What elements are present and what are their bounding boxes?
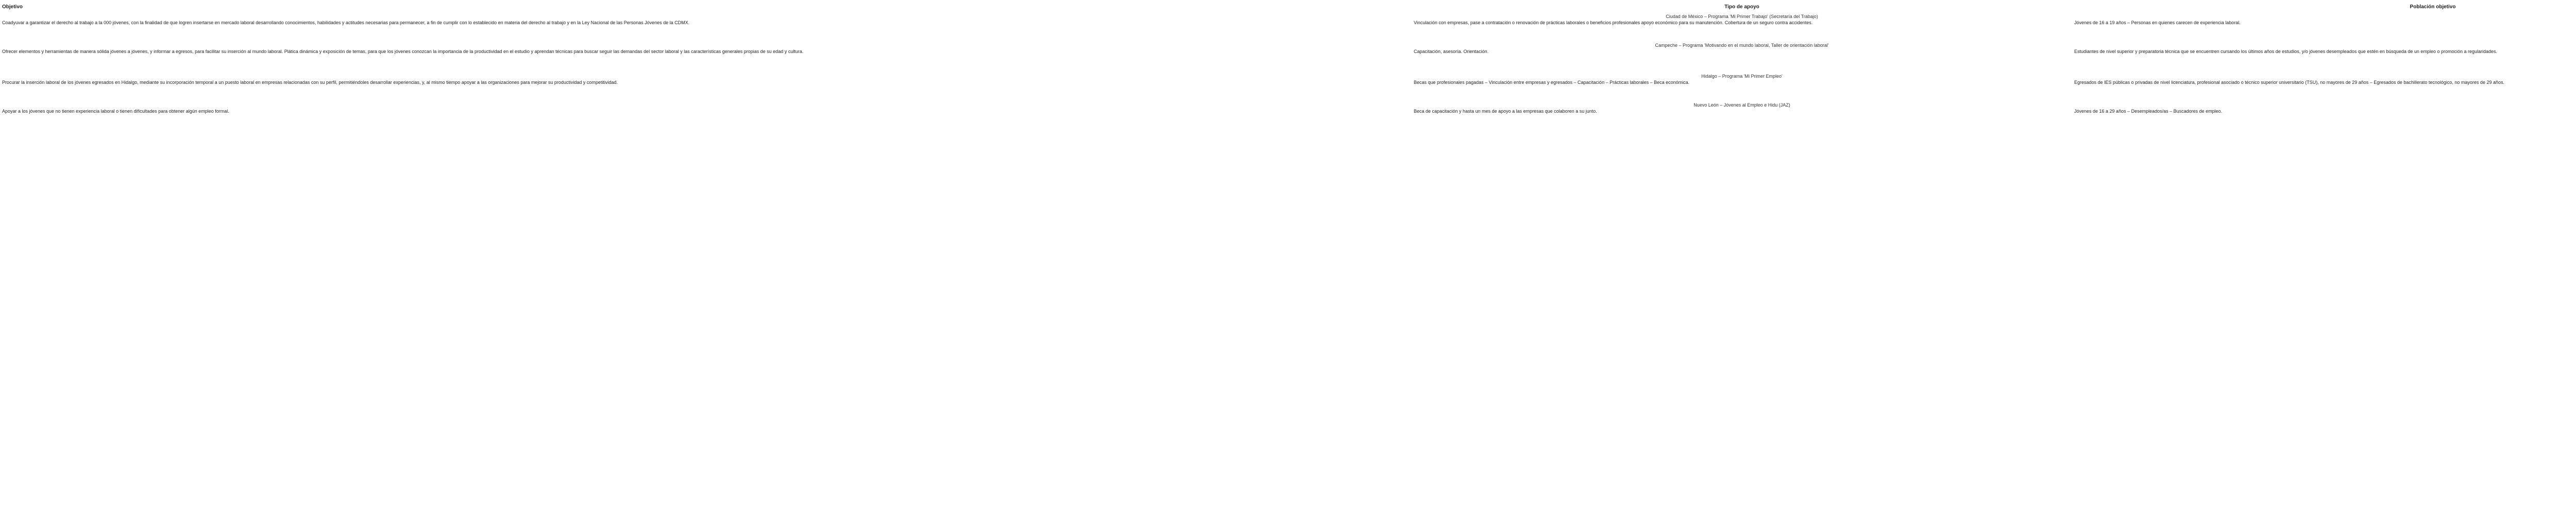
table-row bbox=[0, 73, 2576, 102]
table-header-row bbox=[0, 0, 2576, 13]
objetivo-cell: Apoyar a los jóvenes que no tienen experiencia laboral o tienen dificultades para obtener algún empleo formal. bbox=[2, 109, 229, 114]
objetivo-cell: Ofrecer elementos y herramientas de manera sólida jóvenes a jóvenes, y informar a egresos, para facilitar su inserción al mundo laboral. Plática dinámica y exposición de temas, para que los jóvenes conozcan la importancia de la productividad en el estudio y aprendan técnicas para buscar seguir las demandas del sector laboral y las características generales propias de su edad y cultura. bbox=[2, 49, 804, 54]
poblacion-cell: Jóvenes de 16 a 19 años – Personas en quienes carecen de experiencia laboral. bbox=[2074, 20, 2241, 25]
tipo-apoyo-text: Capacitación, asesoría. Orientación. bbox=[1414, 49, 1489, 54]
poblacion-cell: Jóvenes de 16 a 29 años – Desempleados/as – Buscadores de empleo. bbox=[2074, 109, 2223, 114]
table-row bbox=[0, 42, 2576, 73]
tipo-apoyo-cell bbox=[1412, 42, 2072, 73]
program-name: Hidalgo – Programa 'Mi Primer Empleo' bbox=[1701, 74, 1783, 79]
poblacion-cell: Estudiantes de nivel superior y preparatoria técnica que se encuentren cursando los últimos años de estudios, y/o jóvenes desempleados que estén en búsqueda de un empleo o promoción a regularidades. bbox=[2074, 49, 2498, 54]
tipo-apoyo-cell bbox=[1412, 13, 2072, 42]
program-name: Nuevo León – Jóvenes al Empleo e Hidu (JAZ) bbox=[1693, 102, 1790, 108]
header-poblacion: Población objetivo bbox=[2410, 4, 2456, 10]
program-name: Campeche – Programa 'Motivando en el mundo laboral, Taller de orientación laboral' bbox=[1655, 43, 1829, 48]
objetivo-cell: Coadyuvar a garantizar el derecho al trabajo a la 000 jóvenes, con la finalidad de que logren insertarse en mercado laboral desarrollando conocimientos, habilidades y actitudes necesarias para permanecer, a fin de cumplir con lo establecido en materia del derecho al trabajo y en la Ley Nacional de las Personas Jóvenes de la CDMX. bbox=[2, 20, 690, 25]
header-tipo-apoyo: Tipo de apoyo bbox=[1724, 4, 1759, 10]
table-row bbox=[0, 102, 2576, 131]
program-name: Ciudad de México – Programa 'Mi Primer Trabajo' (Secretaría del Trabajo) bbox=[1666, 14, 1818, 19]
header-objetivo: Objetivo bbox=[2, 4, 23, 10]
table-row bbox=[0, 13, 2576, 42]
tipo-apoyo-text: Vinculación con empresas, pase a contratación o renovación de prácticas laborales o beneficios profesionales apoyo económico para su manutención. Cobertura de un seguro contra accidentes. bbox=[1414, 20, 1813, 25]
youth-employment-programs-table bbox=[0, 0, 2576, 131]
poblacion-cell: Egresados de IES públicas o privadas de nivel licenciatura, profesional asociado o técnico superior universitario (TSU), no mayores de 29 años – Egresados de bachillerato tecnológico, no mayores de 29 años. bbox=[2074, 80, 2504, 85]
tipo-apoyo-cell bbox=[1412, 102, 2072, 131]
tipo-apoyo-text: Beca de capacitación y hasta un mes de apoyo a las empresas que colaboren a su junto. bbox=[1414, 109, 1597, 114]
tipo-apoyo-text: Becas que profesionales pagadas – Vinculación entre empresas y egresados – Capacitación – Prácticas laborales – Beca económica. bbox=[1414, 80, 1690, 85]
tipo-apoyo-cell bbox=[1412, 73, 2072, 102]
objetivo-cell: Procurar la inserción laboral de los jóvenes egresados en Hidalgo, mediante su incorporación temporal a un puesto laboral en empresas relacionadas con su perfil, permitiéndoles desarrollar experiencias, y, al mismo tiempo apoyar a las organizaciones para mejorar su productividad y competitividad. bbox=[2, 80, 618, 85]
